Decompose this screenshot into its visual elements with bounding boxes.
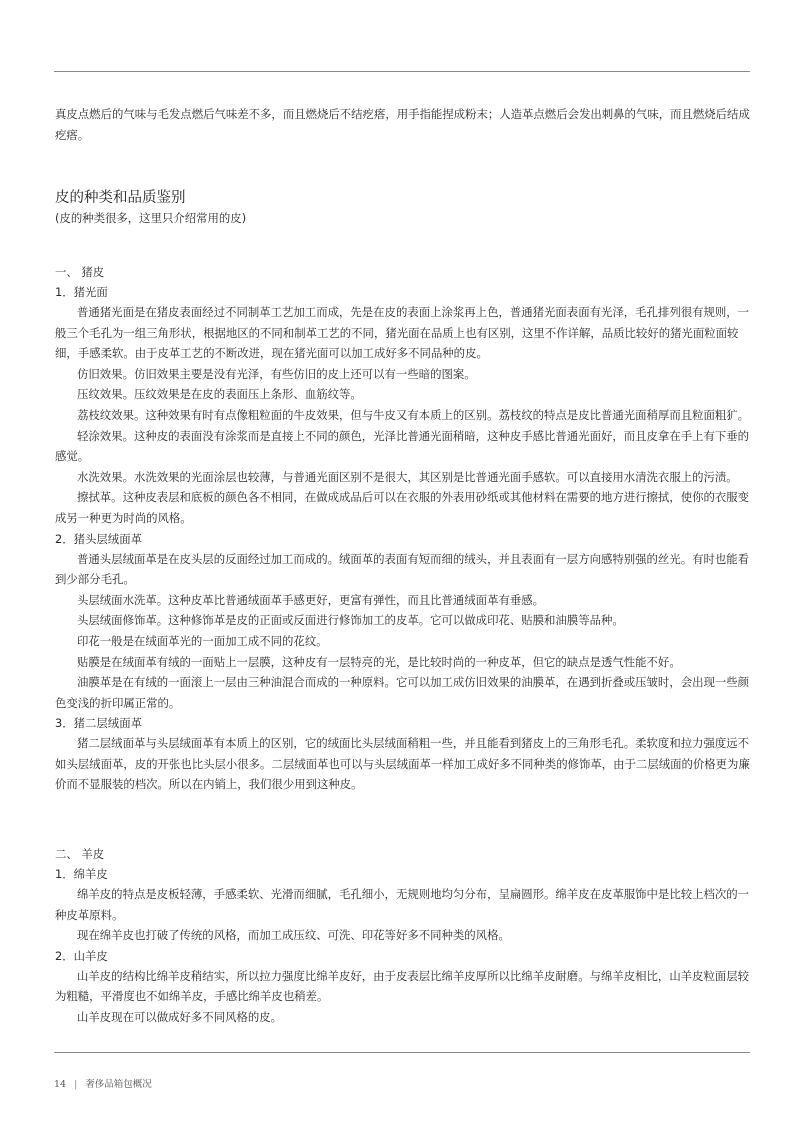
pig-s1-title: 1．猪光面 [55, 285, 108, 299]
paragraph: 头层绒面修饰革。这种修饰革是皮的正面或反面进行修饰加工的皮革。它可以做成印花、贴膜和油膜等品种。 [77, 613, 624, 628]
pig-s2-title: 2．猪头层绒面革 [55, 531, 142, 546]
page-number: 14 [54, 1079, 67, 1090]
paragraph: 轻涂效果。这种皮的表面没有涂浆而是直接上不同的颜色，光泽比普通光面稍暗，这种皮手感比普通光面好，而且皮拿在手上有下垂的感觉。 [55, 428, 750, 464]
sheep-section [55, 844, 750, 1028]
footer-separator: | [74, 1079, 78, 1090]
paragraph: 印花一般是在绒面革光的一面加工成不同的花纹。 [77, 633, 328, 648]
pig-section [55, 262, 750, 795]
paragraph: 油膜革是在有绒的一面滚上一层由三种油混合而成的一种原料。它可以加工成仿旧效果的油膜革，在遇到折叠或压皱时，会出现一些颜色变浅的折印属正常的。 [55, 675, 750, 710]
paragraph: 现在绵羊皮也打破了传统的风格，而加工成压纹、可洗、印花等好多不同种类的风格。 [77, 928, 510, 943]
paragraph: 头层绒面水洗革。这种皮革比普通绒面革手感更好，更富有弹性，而且比普通绒面革有垂感。 [77, 592, 545, 607]
paragraph: 荔枝纹效果。这种效果有时有点像粗粒面的牛皮效果，但与牛皮又有本质上的区别。荔枝纹的特点是皮比普通光面稍厚而且粒面粗犷。 [77, 407, 750, 422]
section-subheading: (皮的种类很多，这里只介绍常用的皮) [55, 211, 247, 225]
paragraph: 普通头层绒面革是在皮头层的反面经过加工而成的。绒面革的表面有短而细的绒头，并且表面有一层方向感特别强的丝光。有时也能看到少部分毛孔。 [55, 551, 750, 587]
paragraph: 山羊皮现在可以做成好多不同风格的皮。 [77, 1009, 283, 1024]
paragraph: 水洗效果。水洗效果的光面涂层也较薄，与普通光面区别不是很大，其区别是比普通光面手感软。可以直接用水清洗衣服上的污渍。 [77, 469, 738, 484]
page-footer [54, 1076, 152, 1090]
paragraph: 山羊皮的结构比绵羊皮稍结实，所以拉力强度比绵羊皮好，由于皮表层比绵羊皮厚所以比绵羊皮耐磨。与绵羊皮相比，山羊皮粒面层较为粗糙，平滑度也不如绵羊皮，手感比绵羊皮也稍差。 [55, 968, 750, 1004]
book-title: 奢侈品箱包概况 [85, 1079, 152, 1090]
paragraph: 擦拭革。这种皮表层和底板的颜色各不相同，在做成成品后可以在衣服的外表用砂纸或其他材料在需要的地方进行擦拭，使你的衣服变成另一种更为时尚的风格。 [55, 490, 750, 525]
paragraph: 仿旧效果。仿旧效果主要是没有光泽，有些仿旧的皮上还可以有一些暗的图案。 [77, 366, 476, 381]
intro-paragraph: 真皮点燃后的气味与毛发点燃后气味差不多，而且燃烧后不结疙瘩，用手指能捏成粉末；人造革点燃后会发出刺鼻的气味，而且燃烧后结成疙瘩。 [55, 107, 750, 142]
sheep-s1-title: 1．绵羊皮 [55, 867, 108, 881]
header-rule [54, 71, 750, 72]
sheep-title: 二、 羊皮 [55, 847, 105, 861]
intro-block [55, 104, 750, 145]
paragraph: 猪二层绒面革与头层绒面革有本质上的区别，它的绒面比头层绒面稍粗一些，并且能看到猪皮上的三角形毛孔。柔软度和拉力强度远不如头层绒面革，皮的开张也比头层小很多。二层绒面革也可以与头层绒面革一样加工成好多不同种类的修饰革，由于二层绒面的价格更为廉价而不显服装的档次。所以在内销上，我们很少用到这种皮。 [55, 736, 750, 792]
pig-title: 一、 猪皮 [55, 265, 105, 279]
footer-rule [54, 1052, 750, 1053]
paragraph: 绵羊皮的特点是皮板轻薄，手感柔软、光滑而细腻，毛孔细小，无规则地均匀分布，呈扁圆形。绵羊皮在皮革服饰中是比较上档次的一种皮革原料。 [55, 887, 750, 922]
sheep-s2-title: 2．山羊皮 [55, 948, 108, 963]
pig-s3-title: 3．猪二层绒面革 [55, 716, 142, 731]
section-heading: 皮的种类和品质鉴别 [55, 190, 186, 206]
paragraph: 贴膜是在绒面革有绒的一面贴上一层膜，这种皮有一层特亮的光，是比较时尚的一种皮革，但它的缺点是透气性能不好。 [77, 654, 681, 669]
paragraph: 普通猪光面是在猪皮表面经过不同制革工艺加工而成，先是在皮的表面上涂浆再上色，普通猪光面表面有光泽，毛孔排列很有规则，一般三个毛孔为一组三角形状，根据地区的不同和制革工艺的不同，猪光面在品质上也有区别，这里不作详解，品质比较好的猪光面粒面较细，手感柔软。由于皮革工艺的不断改进，现在猪光面可以加工成好多不同品种的皮。 [55, 305, 750, 361]
paragraph: 压纹效果。压纹效果是在皮的表面压上条形、血筋纹等。 [77, 387, 362, 402]
